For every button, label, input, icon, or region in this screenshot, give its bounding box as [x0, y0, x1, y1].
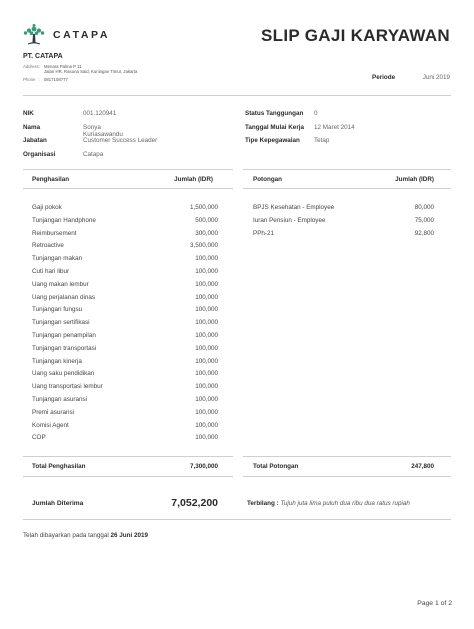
employee-info-right — [245, 110, 355, 151]
deductions-header-amount: Jumlah (IDR) — [395, 176, 434, 183]
table-row — [32, 358, 218, 371]
row-name: Tunjangan Handphone — [32, 216, 96, 224]
terbilang-label: Terbilang : — [247, 500, 279, 507]
header-divider — [23, 95, 451, 96]
row-amount: 100,000 — [195, 344, 218, 352]
table-row — [253, 230, 434, 243]
info-jabatan — [23, 137, 158, 151]
table-row — [32, 281, 218, 294]
info-nik — [23, 110, 117, 124]
address-line-1: Menara Palma P 11 — [44, 64, 82, 69]
table-row — [32, 345, 218, 358]
row-amount: 1,500,000 — [189, 204, 218, 211]
net-pay-label: Jumlah Diterima — [32, 500, 84, 507]
net-bottom-rule — [23, 519, 451, 520]
row-amount: 100,000 — [195, 408, 218, 416]
row-amount: 3,500,000 — [189, 242, 218, 250]
deductions-total-rule — [243, 456, 451, 457]
earnings-list — [32, 204, 218, 447]
company-address: Address : Menara Palma P 11 Jalan HR. Rasuna Said, Kuningan Timur, Jakarta — [23, 64, 138, 75]
info-value: 001.120941 — [83, 110, 117, 117]
table-row — [32, 294, 218, 307]
brand-name: CATAPA — [53, 29, 111, 41]
table-row — [32, 319, 218, 332]
info-organisasi — [23, 150, 104, 165]
earnings-header-rule — [23, 188, 233, 189]
table-row — [32, 204, 218, 217]
row-amount: 500,000 — [195, 216, 218, 224]
table-row — [32, 409, 218, 422]
row-name: Uang saku pendidikan — [32, 370, 95, 378]
deductions-top-rule — [243, 169, 451, 170]
table-row — [32, 255, 218, 268]
row-name: Uang perjalanan dinas — [32, 293, 96, 301]
info-value: Catapa — [83, 150, 104, 158]
row-amount: 100,000 — [195, 293, 218, 301]
info-label: Tanggal Mulai Kerja — [245, 123, 305, 131]
table-row — [32, 230, 218, 243]
row-name: Tunjangan asuransi — [32, 395, 88, 403]
row-amount: 100,000 — [195, 280, 218, 288]
row-name: Tunjangan fungsu — [32, 306, 83, 314]
company-name: PT. CATAPA — [23, 53, 63, 60]
deductions-total-label: Total Potongan — [253, 463, 299, 470]
earnings-total-value: 7,300,000 — [189, 463, 218, 470]
address-line-2: Jalan HR. Rasuna Said, Kuningan Timur, Jakarta — [44, 69, 138, 75]
earnings-header-name: Penghasilan — [32, 176, 70, 183]
row-name: Uang transportasi lembur — [32, 383, 103, 391]
info-value: Customer Success Leader — [83, 137, 158, 144]
row-amount: 100,000 — [195, 255, 218, 263]
row-name: Uang makan lembur — [32, 280, 89, 288]
periode-value: Juni 2019 — [422, 74, 450, 81]
table-row — [32, 396, 218, 409]
info-value: Sonya Kuriasawandu — [83, 123, 123, 138]
paid-date-line — [23, 532, 148, 539]
catapa-logo — [21, 22, 131, 48]
row-amount: 100,000 — [195, 395, 218, 403]
row-name: PPh-21 — [253, 229, 275, 237]
address-label: Address — [23, 64, 39, 69]
row-name: Tunjangan sertifikasi — [32, 319, 90, 327]
deductions-header-rule — [243, 188, 451, 189]
table-row — [32, 383, 218, 396]
info-label: Nama — [23, 123, 41, 131]
employee-info-left — [23, 110, 158, 164]
info-nama — [23, 123, 123, 138]
earnings-total-label: Total Penghasilan — [32, 463, 86, 470]
row-name: Tunjangan makan — [32, 255, 83, 263]
row-amount: 100,000 — [195, 357, 218, 365]
table-row — [253, 217, 434, 230]
earnings-bottom-rule — [23, 476, 233, 477]
deductions-header-name: Potongan — [253, 176, 283, 183]
terbilang — [247, 500, 410, 507]
row-amount: 80,000 — [414, 204, 434, 211]
info-status-tanggungan — [245, 110, 318, 124]
row-amount: 100,000 — [195, 383, 218, 391]
company-phone: Phone : 0817108777 — [23, 77, 68, 82]
phone-value: 0817108777 — [44, 77, 68, 82]
table-row — [253, 204, 434, 217]
table-row — [32, 217, 218, 230]
earnings-header-amount: Jumlah (IDR) — [174, 176, 213, 183]
document-title: SLIP GAJI KARYAWAN — [261, 26, 450, 45]
deductions-bottom-rule — [243, 476, 451, 477]
earnings-total-rule — [23, 456, 233, 457]
row-name: Iuran Pensiun - Employee — [253, 216, 326, 224]
paid-date: 26 Juni 2019 — [110, 532, 148, 539]
terbilang-text: Tujuh juta lima puluh dua ribu dua ratus rupiah — [280, 500, 410, 507]
table-row — [32, 422, 218, 435]
info-label: NIK — [23, 110, 34, 117]
info-label: Status Tanggungan — [245, 110, 304, 117]
row-name: Tunjangan transportasi — [32, 344, 97, 352]
row-amount: 100,000 — [195, 421, 218, 429]
row-name: Cuti hari libur — [32, 267, 70, 275]
info-tanggal-mulai — [245, 123, 355, 138]
paid-text: Telah dibayarkan pada tanggal — [23, 532, 109, 539]
table-row — [32, 332, 218, 345]
info-value: 12 Maret 2014 — [314, 123, 355, 131]
phone-label: Phone — [23, 77, 36, 82]
deductions-list — [253, 204, 434, 242]
row-name: Tunjangan penampilan — [32, 331, 96, 339]
info-label: Organisasi — [23, 150, 56, 158]
row-amount: 100,000 — [195, 434, 218, 442]
earnings-top-rule — [23, 169, 233, 170]
row-amount: 100,000 — [195, 319, 218, 327]
row-name: Retroactive — [32, 242, 64, 250]
info-label: Tipe Kepegawaian — [245, 137, 300, 144]
row-name: BPJS Kesehatan - Employee — [253, 204, 335, 211]
info-label: Jabatan — [23, 137, 47, 144]
table-row — [32, 242, 218, 255]
table-row — [32, 434, 218, 447]
info-tipe-kepegawaian — [245, 137, 330, 151]
row-amount: 100,000 — [195, 306, 218, 314]
info-value: Tetap — [314, 137, 330, 144]
row-amount: 100,000 — [195, 267, 218, 275]
tree-logo-icon — [21, 22, 47, 48]
row-name: COP — [32, 434, 46, 442]
net-pay-value: 7,052,200 — [171, 497, 218, 509]
periode-label: Periode — [372, 74, 396, 81]
row-amount: 100,000 — [195, 370, 218, 378]
row-amount: 100,000 — [195, 331, 218, 339]
row-name: Komisi Agent — [32, 421, 69, 429]
row-name: Tunjangan kinerja — [32, 357, 82, 365]
table-row — [32, 306, 218, 319]
deductions-total-value: 247,800 — [411, 463, 434, 470]
table-row — [32, 370, 218, 383]
row-amount: 92,800 — [414, 229, 434, 237]
row-name: Premi asuransi — [32, 408, 74, 416]
page-number: Page 1 of 2 — [417, 600, 452, 607]
row-name: Gaji pokok — [32, 204, 62, 211]
row-amount: 300,000 — [195, 229, 218, 237]
table-row — [32, 268, 218, 281]
row-amount: 75,000 — [414, 216, 434, 224]
info-value: 0 — [314, 110, 318, 117]
row-name: Reimbursement — [32, 229, 77, 237]
